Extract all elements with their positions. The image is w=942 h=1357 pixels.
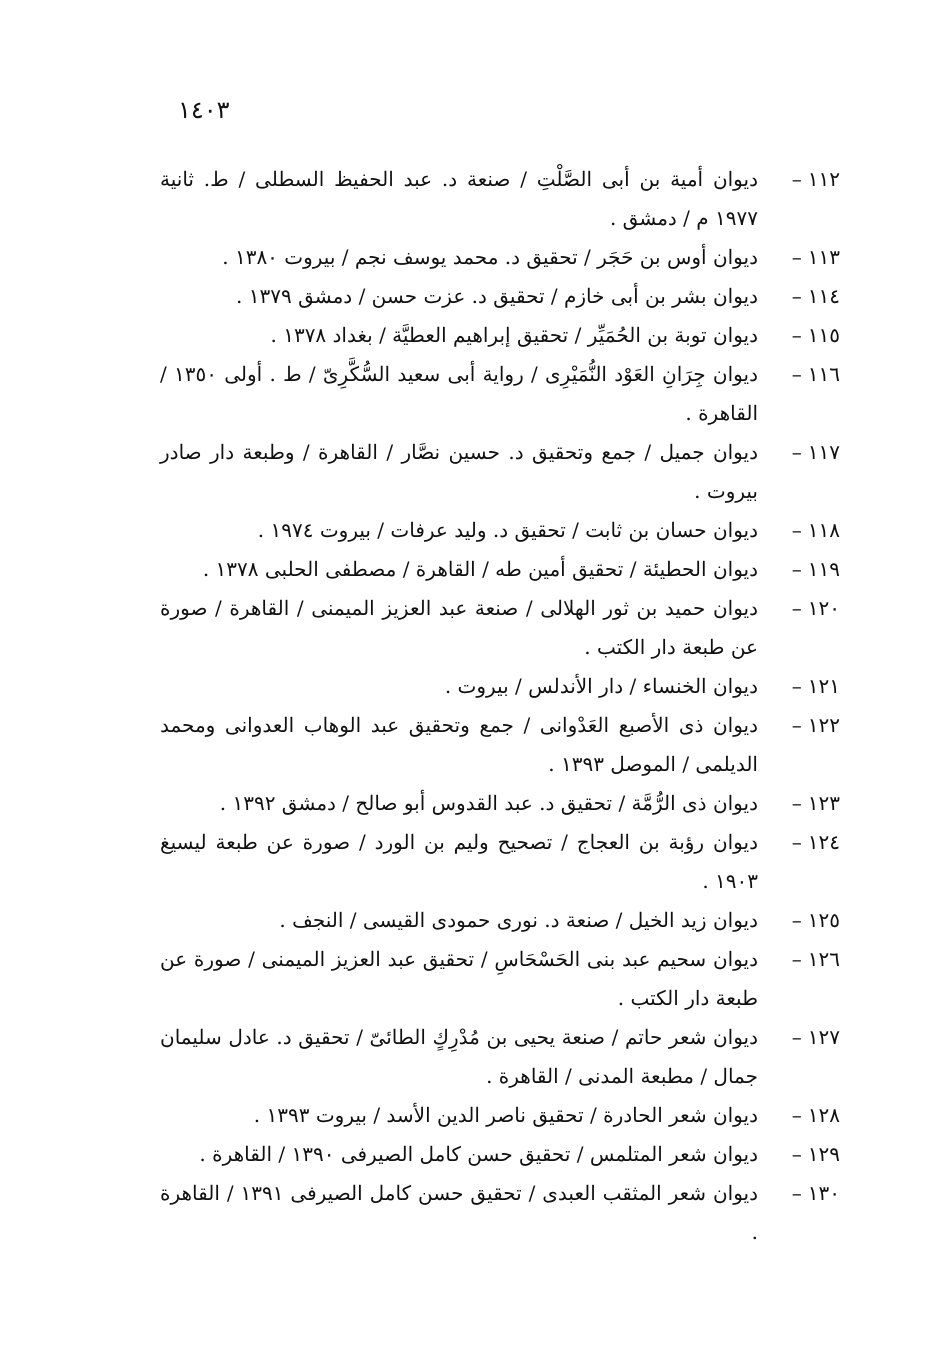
entry-text: ديوان سحيم عبد بنى الحَسْحَاسِ / تحقيق عبد العزيز الميمنى / صورة عن طبعة دار الكتب . (160, 947, 758, 1010)
list-item (160, 1018, 840, 1096)
page-number: ١٤٠٣ (178, 96, 230, 124)
list-item (160, 1096, 840, 1135)
entry-number: ١١٢– (791, 167, 840, 191)
entry-number: ١٢٦– (791, 947, 840, 971)
entry-text: ديوان أوس بن حَجَر / تحقيق د. محمد يوسف نجم / بيروت ١٣٨٠ . (222, 245, 758, 269)
entry-number: ١١٨– (791, 518, 840, 542)
list-item (160, 316, 840, 355)
entry-number: ١٢٨– (791, 1103, 840, 1127)
entry-text: ديوان ذى الرُّمَّة / تحقيق د. عبد القدوس أبو صالح / دمشق ١٣٩٢ . (219, 791, 758, 815)
entry-number: ١٣٠– (791, 1181, 840, 1205)
entry-text: ديوان جميل / جمع وتحقيق د. حسين نصَّار / القاهرة / وطبعة دار صادر بيروت . (160, 440, 758, 503)
list-item (160, 940, 840, 1018)
entry-text: ديوان حسان بن ثابت / تحقيق د. وليد عرفات / بيروت ١٩٧٤ . (257, 518, 758, 542)
entry-number: ١١٥– (791, 323, 840, 347)
entry-number: ١٢٥– (791, 908, 840, 932)
entry-text: ديوان ذى الأصبع العَدْوانى / جمع وتحقيق عبد الوهاب العدوانى ومحمد الديلمى / الموصل ١٣٩٣ . (160, 713, 758, 776)
entry-text: ديوان أمية بن أبى الصَّلْتِ / صنعة د. عبد الحفيظ السطلى / ط. ثانية ١٩٧٧ م / دمشق . (160, 167, 758, 230)
bibliography-list (160, 160, 840, 1252)
entry-text: ديوان شعر المثقب العبدى / تحقيق حسن كامل الصيرفى ١٣٩١ / القاهرة . (160, 1181, 759, 1244)
entry-text: ديوان الحطيئة / تحقيق أمين طه / القاهرة / مصطفى الحلبى ١٣٧٨ . (202, 557, 758, 581)
entry-number: ١١٤– (791, 284, 840, 308)
list-item (160, 823, 840, 901)
entry-text: ديوان شعر المتلمس / تحقيق حسن كامل الصيرفى ١٣٩٠ / القاهرة . (199, 1142, 758, 1166)
list-item (160, 589, 840, 667)
entry-number: ١١٦– (791, 362, 840, 386)
list-item (160, 667, 840, 706)
list-item (160, 511, 840, 550)
entry-number: ١٢١– (791, 674, 840, 698)
entry-text: ديوان توبة بن الحُمَيِّر / تحقيق إبراهيم العطيَّة / بغداد ١٣٧٨ . (270, 323, 758, 347)
entry-number: ١٢٧– (791, 1025, 840, 1049)
entry-text: ديوان حميد بن ثور الهلالى / صنعة عبد العزيز الميمنى / القاهرة / صورة عن طبعة دار الكتب . (160, 596, 758, 659)
list-item (160, 706, 840, 784)
list-item (160, 238, 840, 277)
entry-text: ديوان شعر الحادرة / تحقيق ناصر الدين الأسد / بيروت ١٣٩٣ . (253, 1103, 758, 1127)
entry-number: ١١٧– (791, 440, 840, 464)
list-item (160, 160, 840, 238)
entry-text: ديوان جِرَانِ العَوْد النُّمَيْرِى / رواية أبى سعيد السُّكَّرِىّ / ط . أولى ١٣٥٠ / القاهرة . (160, 362, 758, 425)
list-item (160, 1174, 840, 1252)
entry-text: ديوان الخنساء / دار الأندلس / بيروت . (444, 674, 758, 698)
list-item (160, 784, 840, 823)
entry-number: ١٢٣– (791, 791, 840, 815)
entry-number: ١١٣– (791, 245, 840, 269)
entry-number: ١٢٩– (791, 1142, 840, 1166)
list-item (160, 550, 840, 589)
list-item (160, 1135, 840, 1174)
entry-text: ديوان بشر بن أبى خازم / تحقيق د. عزت حسن / دمشق ١٣٧٩ . (236, 284, 758, 308)
entry-number: ١٢٠– (791, 596, 840, 620)
list-item (160, 433, 840, 511)
entry-number: ١١٩– (791, 557, 840, 581)
list-item (160, 901, 840, 940)
entry-number: ١٢٤– (791, 830, 840, 854)
entry-text: ديوان رؤبة بن العجاج / تصحيح وليم بن الورد / صورة عن طبعة ليسيغ ١٩٠٣ . (160, 830, 758, 893)
list-item (160, 277, 840, 316)
entry-text: ديوان شعر حاتم / صنعة يحيى بن مُدْرِكٍ الطائىّ / تحقيق د. عادل سليمان جمال / مطبعة المدنى / القاهرة . (160, 1025, 759, 1088)
entry-number: ١٢٢– (791, 713, 840, 737)
entry-text: ديوان زيد الخيل / صنعة د. نورى حمودى القيسى / النجف . (279, 908, 758, 932)
list-item (160, 355, 840, 433)
